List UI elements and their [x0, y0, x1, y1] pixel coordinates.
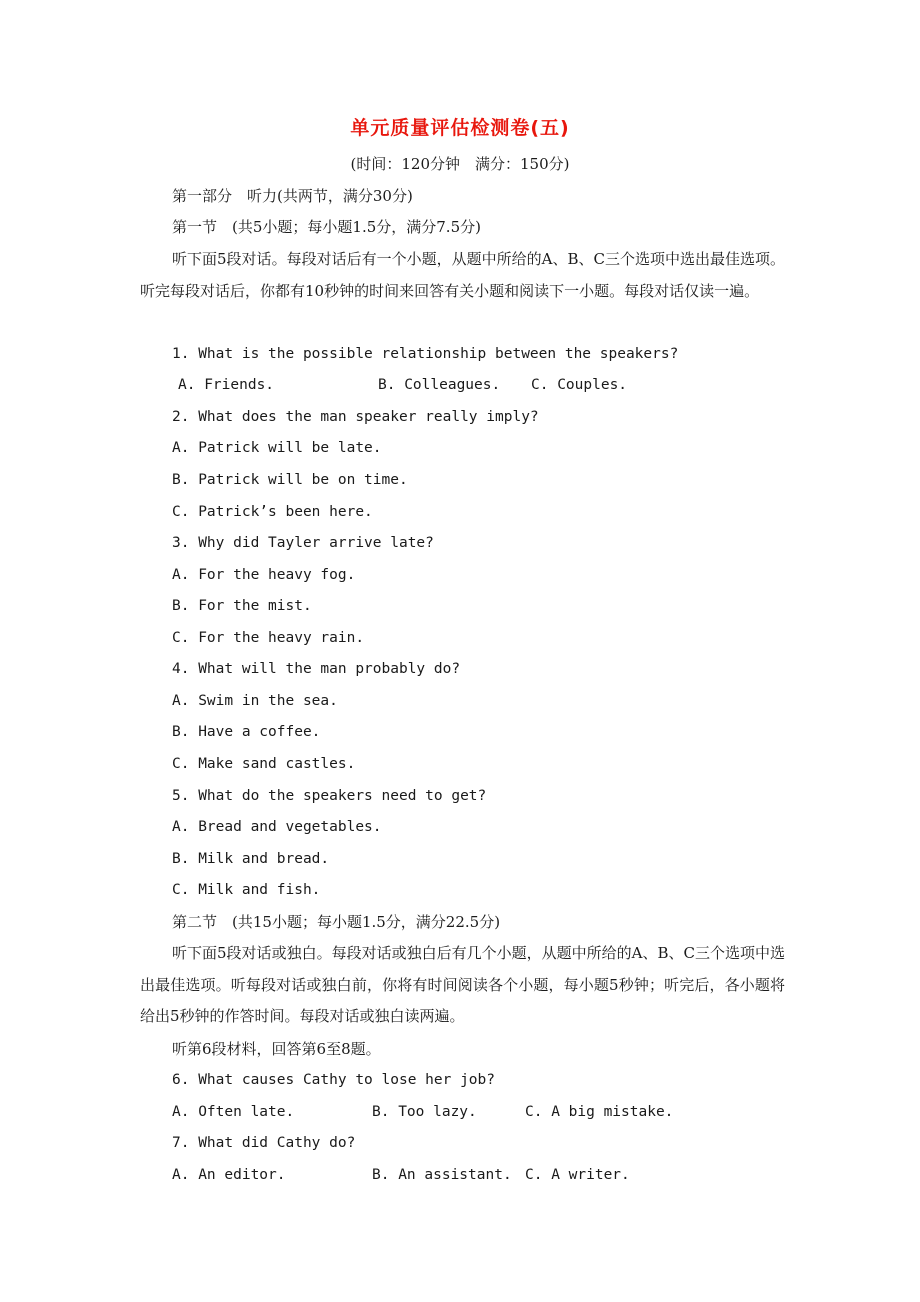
options-row [140, 1097, 817, 1129]
option-b: B. Have a coffee. [172, 724, 321, 740]
question-stem: 7. What did Cathy do? [172, 1135, 356, 1151]
option-a: A. An editor. [172, 1167, 286, 1183]
page-title: 单元质量评估检测卷(五) [350, 117, 570, 139]
option-c: C. Milk and fish. [172, 882, 321, 898]
option-b: B. Milk and bread. [172, 851, 330, 867]
option-b: B. Patrick will be on time. [172, 472, 408, 488]
question-stem: 2. What does the man speaker really imply? [172, 409, 539, 425]
material-note: 听第6段材料，回答第6至8题。 [172, 1040, 381, 1058]
option-c: C. A big mistake. [525, 1104, 674, 1120]
option-b: B. Colleagues. [378, 377, 501, 393]
part-heading: 第一部分 听力(共两节，满分30分) [172, 187, 413, 205]
section-heading: 第二节 (共15小题；每小题1.5分，满分22.5分) [172, 913, 501, 931]
option-b: B. For the mist. [172, 598, 312, 614]
option-a: A. Bread and vegetables. [172, 819, 382, 835]
question-stem: 6. What causes Cathy to lose her job? [172, 1072, 496, 1088]
option-c: C. For the heavy rain. [172, 630, 365, 646]
option-a: A. For the heavy fog. [172, 567, 356, 583]
option-a: A. Friends. [178, 377, 275, 393]
question-stem: 1. What is the possible relationship between the speakers? [172, 346, 679, 362]
question-stem: 5. What do the speakers need to get? [172, 788, 487, 804]
option-a: A. Swim in the sea. [172, 693, 338, 709]
option-b: B. Too lazy. [372, 1104, 477, 1120]
question-stem: 4. What will the man probably do? [172, 661, 461, 677]
instructions: 听下面5段对话或独白。每段对话或独白后有几个小题，从题中所给的A、B、C三个选项中选出最佳选项。听每段对话或独白前，你将有时间阅读各个小题，每小题5秒钟；听完后，各小题将给出5秒钟的作答时间。每段对话或独白读两遍。 [140, 944, 785, 1025]
option-c: C. A writer. [525, 1167, 630, 1183]
options-row [140, 1160, 817, 1192]
option-a: A. Often late. [172, 1104, 295, 1120]
option-c: C. Make sand castles. [172, 756, 356, 772]
option-c: C. Patrick’s been here. [172, 504, 373, 520]
option-b: B. An assistant. [372, 1167, 512, 1183]
question-stem: 3. Why did Tayler arrive late? [172, 535, 434, 551]
subtitle: (时间：120分钟 满分：150分) [350, 155, 570, 173]
option-a: A. Patrick will be late. [172, 440, 382, 456]
options-row [140, 370, 823, 402]
instructions: 听下面5段对话。每段对话后有一个小题，从题中所给的A、B、C三个选项中选出最佳选项。听完每段对话后，你都有10秒钟的时间来回答有关小题和阅读下一小题。每段对话仅读一遍。 [140, 250, 785, 300]
option-c: C. Couples. [531, 377, 628, 393]
section-heading: 第一节 (共5小题；每小题1.5分，满分7.5分) [172, 218, 481, 236]
